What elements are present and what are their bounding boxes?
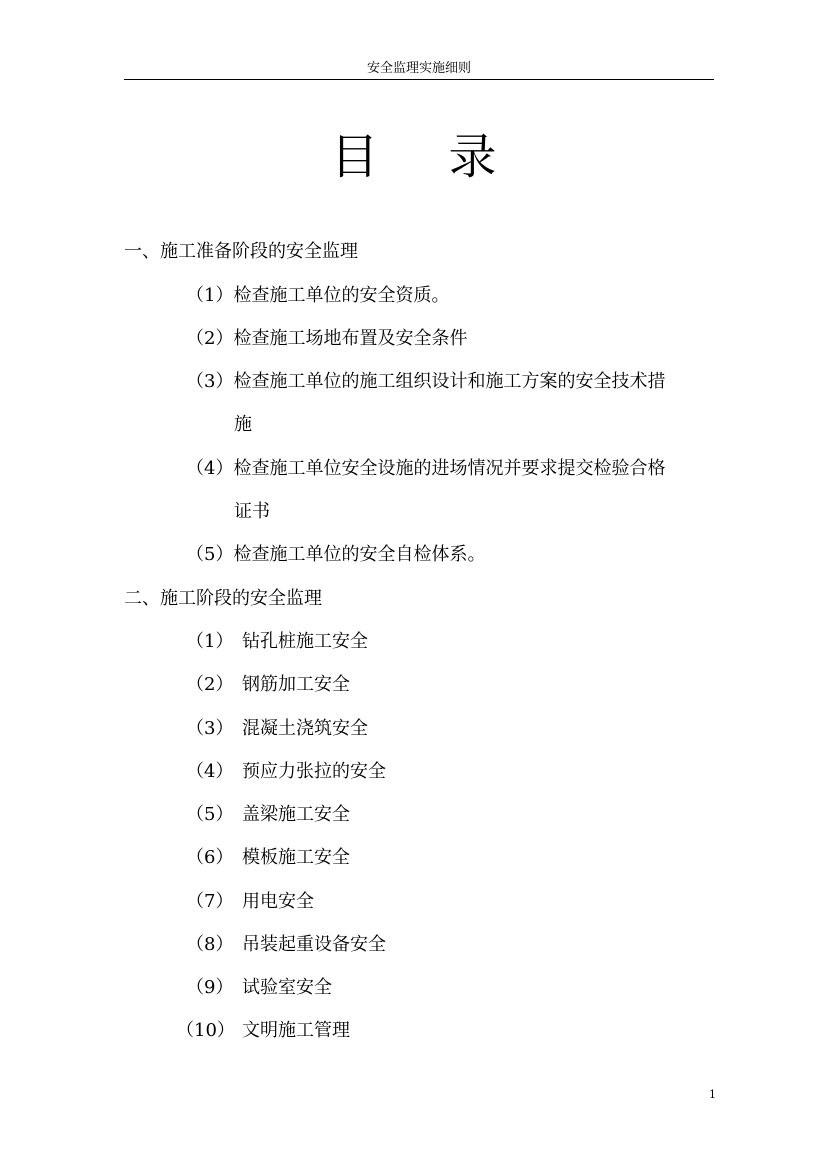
header-rule [124, 79, 714, 80]
toc-item-number: （6） [186, 847, 234, 868]
toc-item-number: （2） [186, 674, 234, 695]
toc-item-text: 盖梁施工安全 [242, 804, 350, 825]
toc-item-text: 钻孔桩施工安全 [242, 631, 368, 652]
toc-item-number: （1） [186, 631, 234, 652]
toc-item-1-2: （2）检查施工场地布置及安全条件 [186, 328, 468, 349]
toc-item-number: （7） [186, 891, 234, 912]
toc-item-text: 混凝土浇筑安全 [242, 718, 368, 739]
toc-item-number: （5） [186, 804, 234, 825]
toc-item-text: 试验室安全 [242, 977, 332, 998]
toc-item-number: （4） [186, 761, 234, 782]
toc-item-1-1: （1）检查施工单位的安全资质。 [186, 285, 450, 306]
toc-title-char-1: 目 [330, 129, 379, 185]
toc-item-2-4 [186, 760, 386, 784]
toc-section-2: 二、施工阶段的安全监理 [124, 588, 322, 609]
toc-item-1-3-continued: 施 [234, 414, 252, 435]
toc-title-char-2: 录 [448, 129, 497, 185]
page-number: 1 [709, 1088, 716, 1101]
toc-item-number: （8） [186, 934, 234, 955]
toc-item-number: （10） [176, 1020, 235, 1041]
toc-item-text: 钢筋加工安全 [242, 674, 350, 695]
toc-item-2-5 [186, 803, 350, 827]
toc-item-2-1 [186, 630, 368, 654]
toc-item-2-3 [186, 717, 368, 741]
running-header: 安全监理实施细则 [366, 61, 471, 76]
toc-item-number: （9） [186, 977, 234, 998]
toc-item-1-4-continued: 证书 [234, 501, 270, 522]
toc-item-text: 模板施工安全 [242, 847, 350, 868]
toc-item-text: 预应力张拉的安全 [242, 761, 386, 782]
toc-item-2-10 [176, 1019, 350, 1043]
toc-item-text: 用电安全 [242, 891, 314, 912]
toc-item-2-8 [186, 933, 386, 957]
toc-item-2-7 [186, 890, 314, 914]
toc-item-text: 文明施工管理 [242, 1020, 350, 1041]
toc-item-text: 吊装起重设备安全 [242, 934, 386, 955]
toc-item-number: （3） [186, 718, 234, 739]
toc-item-2-6 [186, 846, 350, 870]
toc-item-1-5: （5）检查施工单位的安全自检体系。 [186, 544, 486, 565]
toc-section-1: 一、施工准备阶段的安全监理 [124, 241, 358, 262]
toc-item-2-2 [186, 673, 350, 697]
toc-item-1-4: （4）检查施工单位安全设施的进场情况并要求提交检验合格 [186, 458, 666, 479]
toc-title [0, 128, 827, 186]
toc-item-2-9 [186, 976, 332, 1000]
toc-item-1-3: （3）检查施工单位的施工组织设计和施工方案的安全技术措 [186, 371, 666, 392]
